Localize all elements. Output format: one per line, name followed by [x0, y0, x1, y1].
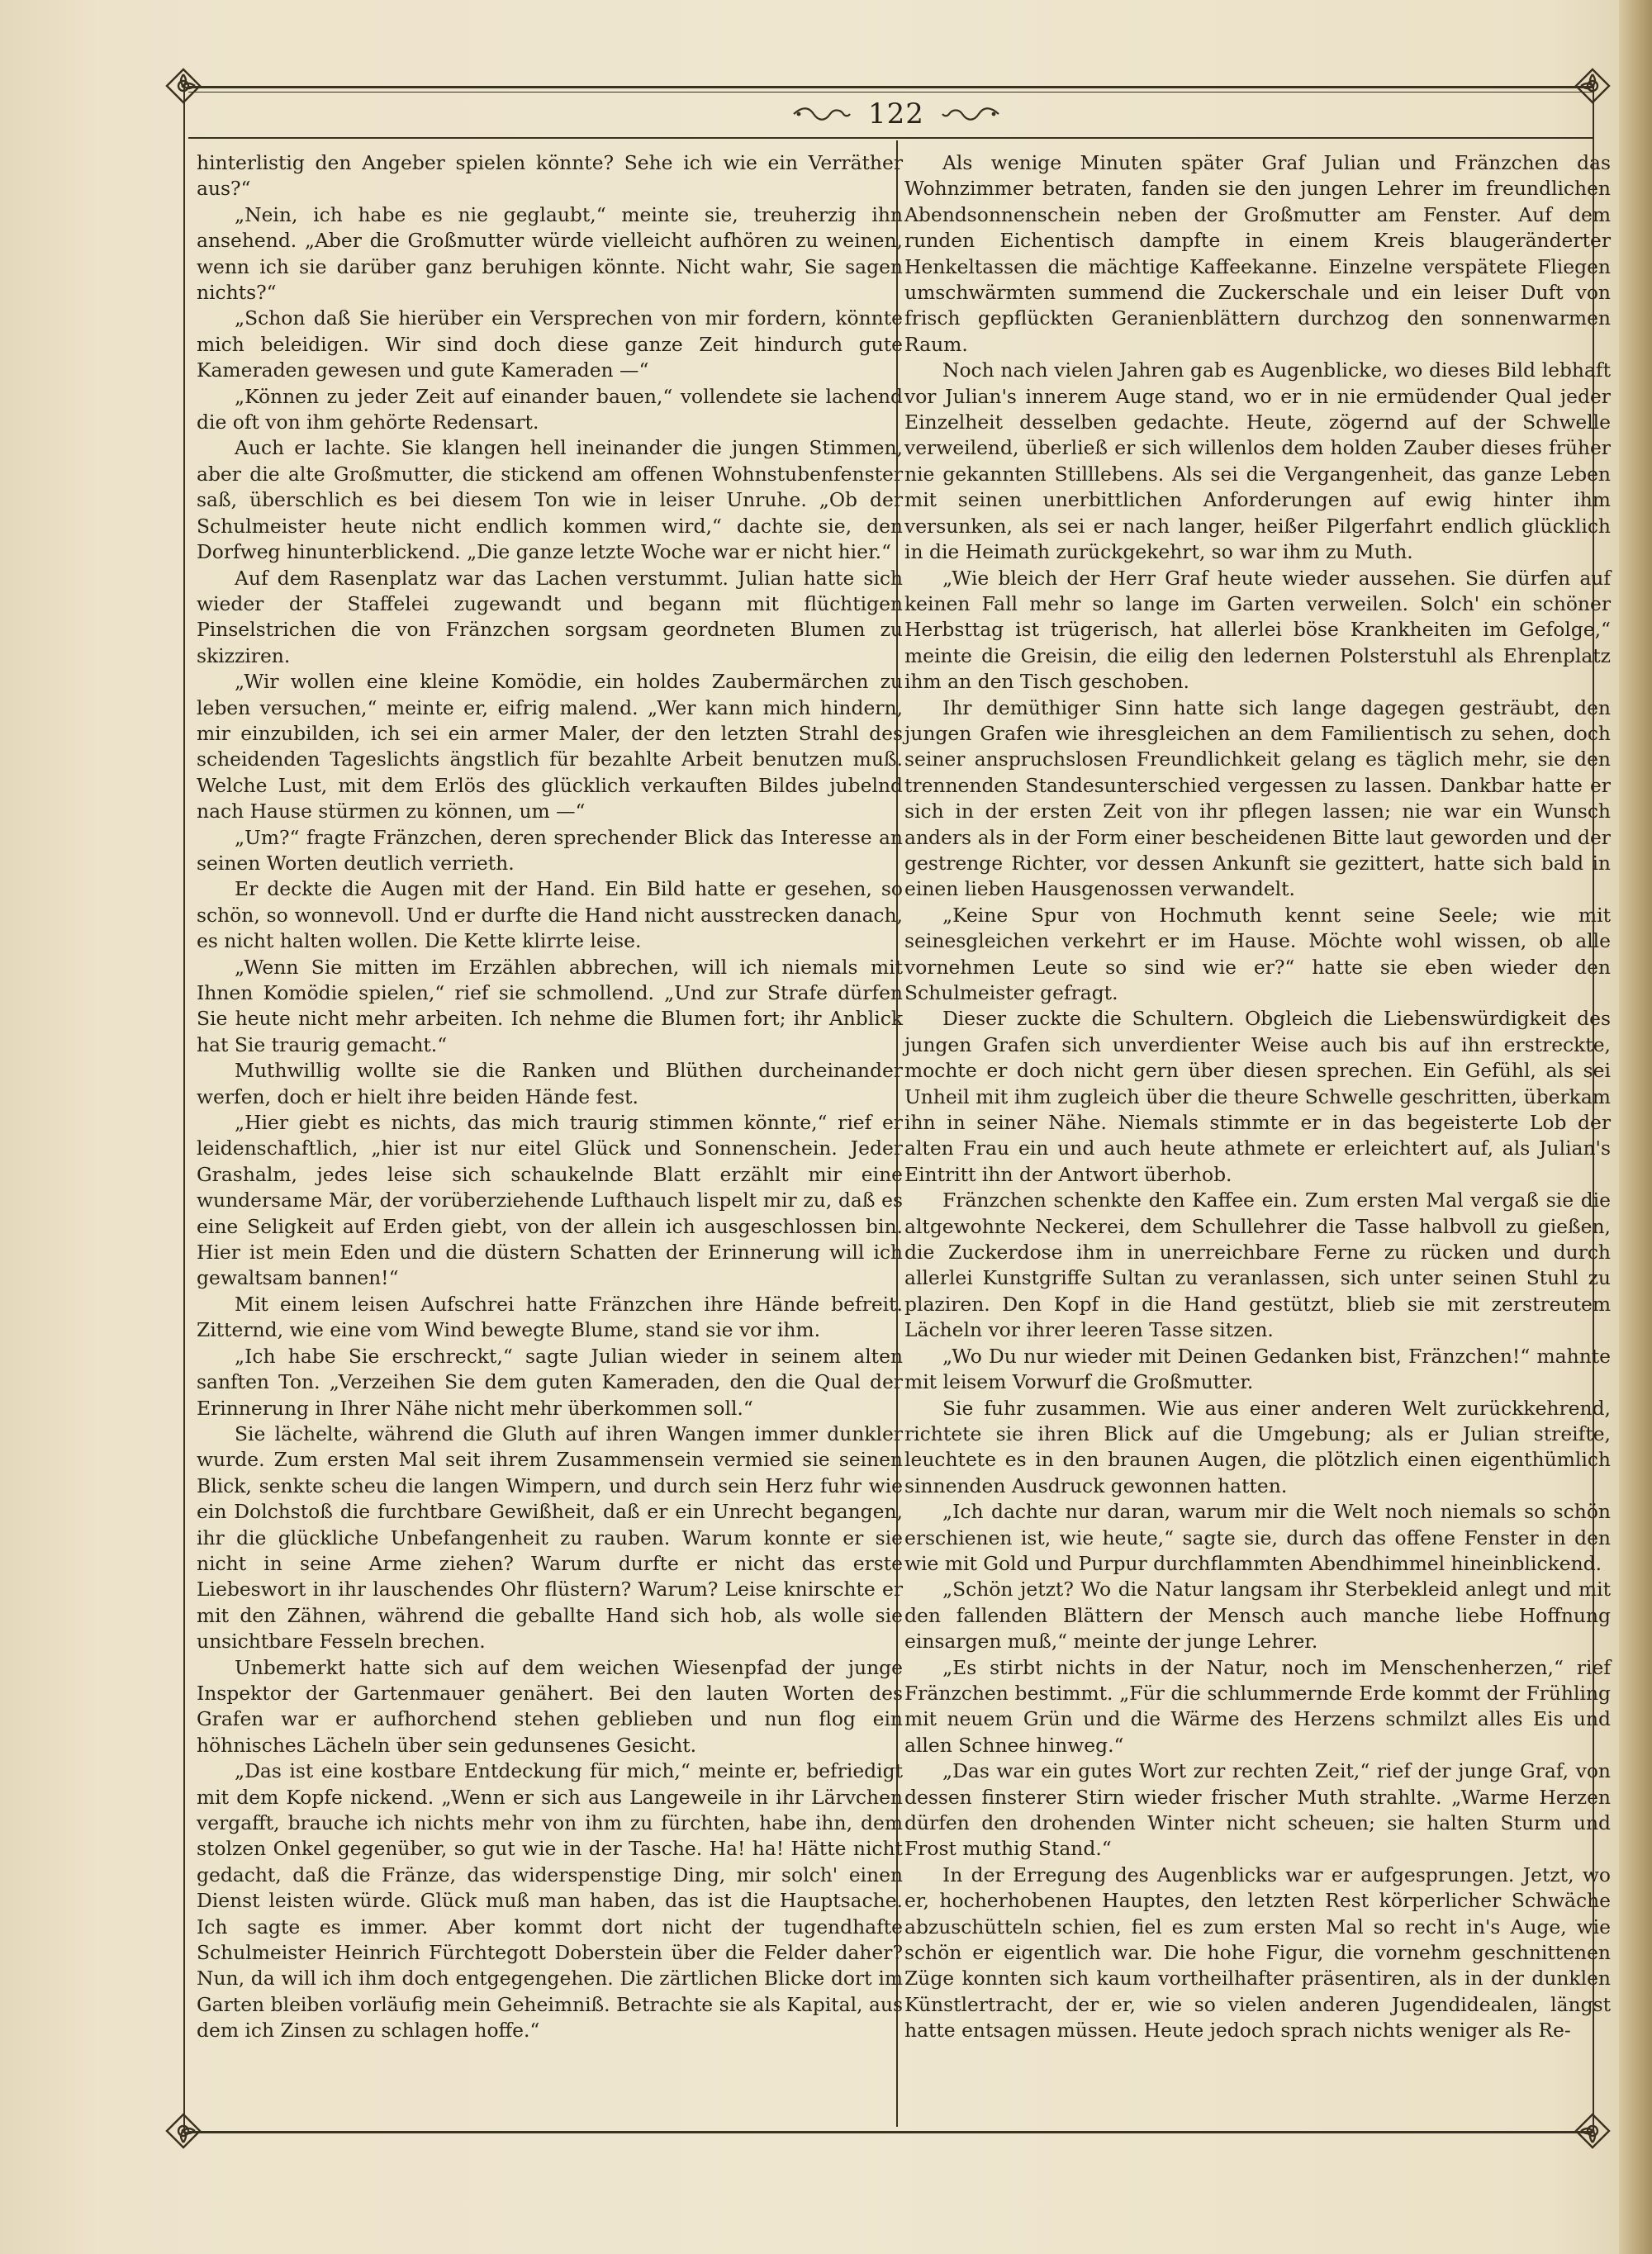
paragraph: Als wenige Minuten später Graf Julian und Fränzchen das Wohnzimmer betraten, fanden sie den jungen Lehrer im freundlichen Abendsonnenschein neben der Großmutter am Fenster. Auf dem runden Eichentisch dampfte in einem Kreis blaugeränderter Henkeltassen die mächtige Kaffeekanne. Einzelne verspätete Fliegen umschwärmten summend die Zuckerschale und ein leiser Duft von frisch gepflückten Geranienblättern durchzog den sonnenwarmen Raum.: [904, 151, 1611, 356]
binding-edge: [1619, 0, 1652, 2254]
paragraph: „Nein, ich habe es nie geglaubt,“ meinte sie, treuherzig ihn ansehend. „Aber die Großmutter würde vielleicht aufhören zu weinen, wenn ich sie darüber ganz beruhigen könnte. Nicht wahr, Sie sagen nichts?“: [197, 202, 903, 305]
corner-ornament-icon: [162, 2109, 205, 2152]
paragraph: „Hier giebt es nichts, das mich traurig stimmen könnte,“ rief er leidenschaftlich, „hier ist nur eitel Glück und Sonnenschein. Jeder Grashalm, jedes leise sich schaukelnde Blatt erzählt mir eine wundersame Mär, der vorüberziehende Lufthauch lispelt mir zu, daß es eine Seligkeit auf Erden giebt, von der allein ich ausgeschlossen bin. Hier ist mein Eden und die düstern Schatten der Erinnerung will ich gewaltsam bannen!“: [197, 1111, 903, 1290]
frame-top-rule: [188, 86, 1593, 88]
paragraph: Er deckte die Augen mit der Hand. Ein Bild hatte er gesehen, so schön, so wonnevoll. Und er durfte die Hand nicht ausstrecken danach, es nicht halten wollen. Die Kette klirrte leise.: [197, 877, 903, 953]
paragraph: „Keine Spur von Hochmuth kennt seine Seele; wie mit seinesgleichen verkehrt er im Hause. Möchte wohl wissen, ob alle vornehmen Leute so sind wie er?“ hatte sie eben wieder den Schulmeister gefragt.: [904, 903, 1611, 1004]
paragraph: Dieser zuckte die Schultern. Obgleich die Liebenswürdigkeit des jungen Grafen sich unverdienter Weise auch bis auf ihn erstreckte, mochte er doch nicht gern über diesen sprechen. Ein Gefühl, als sei Unheil mit ihm zugleich über die theure Schwelle geschritten, überkam ihn in seiner Nähe. Niemals stimmte er in das begeisterte Lob der alten Frau ein und auch heute athmete er erleichtert auf, als Julian's Eintritt ihn der Antwort überhob.: [904, 1007, 1611, 1186]
text-column-left: [197, 150, 903, 2044]
paragraph: „Wo Du nur wieder mit Deinen Gedanken bist, Fränzchen!“ mahnte mit leisem Vorwurf die Großmutter.: [904, 1344, 1611, 1394]
corner-ornament-icon: [1571, 64, 1614, 107]
paragraph: „Das war ein gutes Wort zur rechten Zeit,“ rief der junge Graf, von dessen finsterer Stirn wieder frischer Muth strahlte. „Warme Herzen dürfen den drohenden Winter nicht scheuen; sie halten Sturm und Frost muthig Stand.“: [904, 1759, 1611, 1861]
paragraph: Auch er lachte. Sie klangen hell ineinander die jungen Stimmen, aber die alte Großmutter, die stickend am offenen Wohnstubenfenster saß, überschlich es bei diesem Ton wie in leiser Unruhe. „Ob der Schulmeister heute nicht endlich kommen wird,“ dachte sie, den Dorfweg hinunterblickend. „Die ganze letzte Woche war er nicht hier.“: [197, 436, 903, 564]
paragraph: hinterlistig den Angeber spielen könnte? Sehe ich wie ein Verräther aus?“: [197, 151, 903, 201]
paragraph: Auf dem Rasenplatz war das Lachen verstummt. Julian hatte sich wieder der Staffelei zugewandt und begann mit flüchtigen Pinselstrichen die von Fränzchen sorgsam geordneten Blumen zu skizziren.: [197, 566, 903, 667]
paragraph: „Das ist eine kostbare Entdeckung für mich,“ meinte er, befriedigt mit dem Kopfe nickend. „Wenn er sich aus Langeweile in ihr Lärvchen vergafft, brauche ich nichts mehr von ihm zu fürchten, habe ihn, dem stolzen Onkel gegenüber, so gut wie in der Tasche. Ha! ha! Hätte nicht gedacht, daß die Fränze, das widerspenstige Ding, mir solch' einen Dienst leisten würde. Glück muß man haben, das ist die Hauptsache. Ich sagte es immer. Aber kommt dort nicht der tugendhafte Schulmeister Heinrich Fürchtegott Doberstein über die Felder daher? Nun, da will ich ihm doch entgegengehen. Die zärtlichen Blicke dort im Garten bleiben vorläufig mein Geheimniß. Betrachte sie als Kapital, aus dem ich Zinsen zu schlagen hoffe.“: [197, 1759, 903, 2043]
paragraph: „Wie bleich der Herr Graf heute wieder aussehen. Sie dürfen auf keinen Fall mehr so lange im Garten verweilen. Solch' ein schöner Herbsttag ist trügerisch, hat allerlei böse Krankheiten im Gefolge,“ meinte die Greisin, die eilig den ledernen Polsterstuhl als Ehrenplatz ihm an den Tisch geschoben.: [904, 566, 1611, 694]
flourish-left-icon: [792, 105, 852, 123]
paragraph: Noch nach vielen Jahren gab es Augenblicke, wo dieses Bild lebhaft vor Julian's innerem Auge stand, wo er in nie ermüdender Qual jeder Einzelheit desselben gedachte. Heute, zögernd auf der Schwelle verweilend, überließ er sich willenlos dem holden Zauber dieses früher nie gekannten Stilllebens. Als sei die Vergangenheit, das ganze Leben mit seinen unerbittlichen Anforderungen auf ewig hinter ihm versunken, als sei er nach langer, heißer Pilgerfahrt endlich glücklich in die Heimath zurückgekehrt, so war ihm zu Muth.: [904, 358, 1611, 564]
text-column-right: [904, 150, 1611, 2044]
paragraph: „Schön jetzt? Wo die Natur langsam ihr Sterbekleid anlegt und mit den fallenden Blättern der Mensch auch manche liebe Hoffnung einsargen muß,“ meinte der junge Lehrer.: [904, 1578, 1611, 1654]
paragraph: Sie fuhr zusammen. Wie aus einer anderen Welt zurückkehrend, richtete sie ihren Blick auf die Umgebung; als er Julian streifte, leuchtete es in den braunen Augen, die plötzlich einen eigenthümlich sinnenden Ausdruck gewonnen hatten.: [904, 1396, 1611, 1497]
paragraph: Ihr demüthiger Sinn hatte sich lange dagegen gesträubt, den jungen Grafen wie ihresgleichen an dem Familientisch zu sehen, doch seiner anspruchslosen Freundlichkeit gelang es täglich mehr, sie den trennenden Standesunterschied vergessen zu lassen. Dankbar hatte er sich in der ersten Zeit von ihr pflegen lassen; nie war ein Wunsch anders als in der Form einer bescheidenen Bitte laut geworden und der gestrenge Richter, vor dessen Ankunft sie gezittert, hatte sich bald in einen lieben Hausgenossen verwandelt.: [904, 695, 1611, 901]
paragraph: „Ich habe Sie erschreckt,“ sagte Julian wieder in seinem alten sanften Ton. „Verzeihen Sie dem guten Kameraden, den die Qual der Erinnerung in Ihrer Nähe nicht mehr überkommen soll.“: [197, 1344, 903, 1420]
paragraph: Unbemerkt hatte sich auf dem weichen Wiesenpfad der junge Inspektor der Gartenmauer genähert. Bei den lauten Worten des Grafen war er aufhorchend stehen geblieben und nun flog ein höhnisches Lächeln über sein gedunsenes Gesicht.: [197, 1655, 903, 1757]
paragraph: Sie lächelte, während die Gluth auf ihren Wangen immer dunkler wurde. Zum ersten Mal seit ihrem Zusammensein vermied sie seinen Blick, senkte scheu die langen Wimpern, und durch sein Herz fuhr wie ein Dolchstoß die furchtbare Gewißheit, daß er ein Unrecht begangen, ihr die glückliche Unbefangenheit zu rauben. Warum konnte er sie nicht in seine Arme ziehen? Warum durfte er nicht das erste Liebeswort in ihr lauschendes Ohr flüstern? Warum? Leise knirschte er mit den Zähnen, während die geballte Hand sich hob, als wolle sie unsichtbare Fesseln brechen.: [197, 1421, 903, 1654]
paragraph: „Schon daß Sie hierüber ein Versprechen von mir fordern, könnte mich beleidigen. Wir sind doch diese ganze Zeit hindurch gute Kameraden gewesen und gute Kameraden —“: [197, 306, 903, 382]
frame-bottom-rule: [188, 2131, 1593, 2133]
paragraph: „Wir wollen eine kleine Komödie, ein holdes Zaubermärchen zu leben versuchen,“ meinte er, eifrig malend. „Wer kann mich hindern, mir einzubilden, ich sei ein armer Maler, der den letzten Strahl des scheidenden Tageslichts ängstlich für bezahlte Arbeit benutzen muß. Welche Lust, mit dem Erlös des glücklich verkauften Bildes jubelnd nach Hause stürmen zu können, um —“: [197, 670, 903, 823]
corner-ornament-icon: [162, 64, 205, 107]
flourish-right-icon: [941, 105, 1000, 123]
paragraph: „Ich dachte nur daran, warum mir die Welt noch niemals so schön erschienen ist, wie heute,“ sagte sie, durch das offene Fenster in den wie mit Gold und Purpur durchflammten Abendhimmel hineinblickend.: [904, 1500, 1611, 1575]
paragraph: Mit einem leisen Aufschrei hatte Fränzchen ihre Hände befreit. Zitternd, wie eine vom Wind bewegte Blume, stand sie vor ihm.: [197, 1292, 903, 1342]
corner-ornament-icon: [1571, 2109, 1614, 2152]
paragraph: Fränzchen schenkte den Kaffee ein. Zum ersten Mal vergaß sie die altgewohnte Neckerei, dem Schullehrer die Tasse halbvoll zu gießen, die Zuckerdose ihm in unerreichbare Ferne zu rücken und durch allerlei Kunstgriffe Sultan zu veranlassen, sich unter seinen Stuhl zu plaziren. Den Kopf in die Hand gestützt, blieb sie mit zerstreutem Lächeln vor ihrer leeren Tasse sitzen.: [904, 1189, 1611, 1342]
page-header: [727, 93, 1066, 135]
paragraph: „Es stirbt nichts in der Natur, noch im Menschenherzen,“ rief Fränzchen bestimmt. „Für die schlummernde Erde kommt der Frühling mit neuem Grün und die Wärme des Herzens schmilzt alles Eis und allen Schnee hinweg.“: [904, 1655, 1611, 1757]
paragraph: „Wenn Sie mitten im Erzählen abbrechen, will ich niemals mit Ihnen Komödie spielen,“ rief sie schmollend. „Und zur Strafe dürfen Sie heute nicht mehr arbeiten. Ich nehme die Blumen fort; ihr Anblick hat Sie traurig gemacht.“: [197, 955, 903, 1056]
header-rule: [188, 137, 1593, 139]
paragraph: „Um?“ fragte Fränzchen, deren sprechender Blick das Interesse an seinen Worten deutlich verrieth.: [197, 825, 903, 875]
paragraph: „Können zu jeder Zeit auf einander bauen,“ vollendete sie lachend die oft von ihm gehörte Redensart.: [197, 384, 903, 434]
paragraph: In der Erregung des Augenblicks war er aufgesprungen. Jetzt, wo er, hocherhobenen Hauptes, den letzten Rest körperlicher Schwäche abzuschütteln schien, fiel es zum ersten Mal so recht in's Auge, wie schön er eigentlich war. Die hohe Figur, die vornehm geschnittenen Züge konnten sich kaum vortheilhafter präsentiren, als in der dunklen Künstlertracht, der er, wie so vielen anderen Jugendidealen, längst hatte entsagen müssen. Heute jedoch sprach nichts weniger als Re-: [904, 1863, 1611, 2043]
page-number: 122: [868, 97, 924, 130]
paragraph: Muthwillig wollte sie die Ranken und Blüthen durcheinander werfen, doch er hielt ihre beiden Hände fest.: [197, 1059, 903, 1108]
frame-left-rule: [183, 86, 185, 2133]
